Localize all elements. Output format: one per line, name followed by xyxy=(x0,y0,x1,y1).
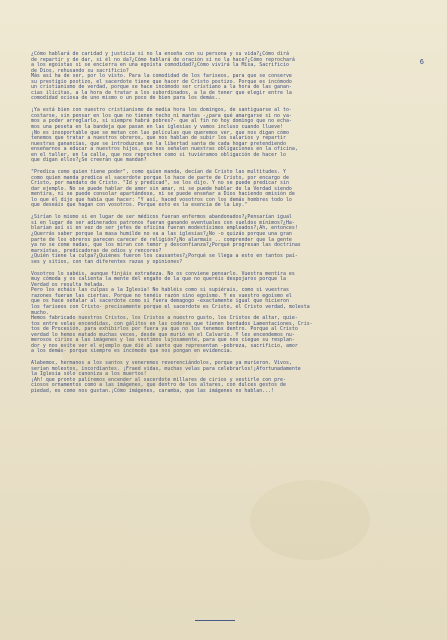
paper-stain xyxy=(60,300,200,390)
paper-stain xyxy=(250,480,370,560)
closing-rule xyxy=(195,620,235,621)
paragraph-2: ¡Ya está bien con nuestro cristianismo de media hora los domingos, de santiguarse al to- costarse, sin pensar en los que no tienen techo ni mantas -¿para qué amargarse si no va- mos a poder arreglarlo, si siempre habrá pobres?- que al fin no hoy domingo que no echa- mos una peseta en la bandeja que pasan en las iglesias y vamos incluso cuando llueve! ¡No es insoportable que se metan con las películas que queremos ver, que nos digan cómo tenemos que tratar a nuestros obreros, que nos hablan de subir los salarios y repartir nuestras ganancias, que se introduzcan en la libertad santa de cada hogar pretendiendo enseñarnos a educar a nuestros hijos, que nos señalen nuestras obligaciones en la oficina, en el taller, en la calle, que nos reprochen como si tuviéramos obligación de hacer lo que digan ellos?¿Se creerán que mandan? xyxy=(31,107,298,164)
paragraph-6: Alabemos, hermanos a los santos y veneremos reverenciándolos, porque ya murieron. Vivos, serían molestos, incordiantes. ¡Fraed vidas, muchas velas para celebrarlos!¡Afortunadamente la Iglesia sólo canoniza a los muertos! ¡Ah! que pronto palíremos encender al sacerdote millares de cirios y vestirle con pre- ciosos ornamentos como a las imágenes, que dentro de los altares, con dulces gestos de piedad, es como nos gustan.¡Cómo imágenes, caramba, que las imágenes no hablan...! xyxy=(31,360,301,395)
page-number: 6 xyxy=(419,58,424,66)
paragraph-3: "Predica como quien tiene poder", como quien manda, decían de Cristo las multitudes. Y como quien manda predica el sacerdote porque lo hace de parte de Cristo, por encargo de Cristo, por mandato de Cristo. "Id y predicad", se los dijo. Y no se puede predicar sin dar ejemplo. No se puede hablar de amor sin amar, ni se puede hablar de la Verdad siendo mentira, ni se puede consolar apartándose, ni se puede enseñar a Dios haciendo omisión de lo que él dijo que había que hacer: "Y así, haced vosotros con los demás hombres todo lo que deseáis que hagan con vosotros. Porque esto es la esencia de la Ley." xyxy=(31,169,295,209)
paragraph-4: ¿Sirían lo mismo si en lugar de ser médicos fueran enfermos abandonados?¿Pensarían igual si en lugar de ser adinerados patronos fueran ganando eventuales con sueldos mínimos?¿Ha- blarían así si en vez de ser jefes de oficina fueran modestísimos empleados?¡Ah, entonces! ¿Querrás saber porque la masa humilde no va a las iglesias?¿No -o quizás porque una gran parte de los obreros parecen carecer de religión?¿No alarmaís .. comprender que la gente ya no se come nadas, que los miran con temor y desconfianza?¿Porqué progresan las doctrinas marxistas, predicadoras de odios y rencores? ¿Quién tiene la culpa?¿Quiénes fueron los causantes?¿Porqué se llega a esto en tantos paí- ses y sitios, con tan diferentes razas y opiniones? xyxy=(31,214,301,265)
paragraph-1: ¿Cómo hablará de caridad y justicia si no la enseña con su persona y su vida?¿Cómo dirá de repartir y de dar, si él no da?¿Cómo hablará de oración si no la hace?¿Cómo reprochará a los egoístas si se encierra en una egoísta comodidad?¿Cómo vivirá la Misa, Sacrificio de Dios, rehusando su sacrificio? Más así ha de ser, por lo visto. Para la comodidad de los fariseos, para que se conserve su prestigio postizo, el sacerdote tiene que hacer de Cristo postizo. Porque es incómodo un cristianismo de verdad, porque se hace incómodo ser cristiano a la hora de las ganan- cias ilícitas, a la hora de tratar a los subordinados, a la de tener que elegir entre la comodidad ociosa de uno mismo o un poco de bien para los demás.. xyxy=(31,51,295,102)
paragraph-5: Vosotros lo sabéis, aunque finjáis extrañeza. No os conviene pensarlo. Vuestra mentira es muy cómoda y os calienta la mente del engaño de la que no queréis despojaros porque la Verdad os resulta helada. Pero los echáis las culpas a la Iglesia! No habléis como si supiérais, como si vuestras razones fueran las ciertas. Porque no tenéis razón sino egoísmo. Y es vuestro egoísmo el que os hace señalar al sacerdote como si fuera demagogo -exactamente igual que hicieron los fariseos con Cristo- precisamente porque el sacerdote es Cristo, el Cristo verdad, molesta mucho. Hemos fabricado nuestros Cristos, los Cristos a nuestro gusto, los Cristos de altar, quie- tos entre velas encendidas, con gálitos en las coderas que tienen bordados Lamentaciones, Cris- tos de Procesión, para exhibirlos por fuera ya que no los tenemos dentro. Porque al Cristo verdad lo hemos matado muchas veces, desde que murió en el Calvario. Y les encendemos nu- merosos cirios a las imágenes y las vestimos lujosamente, para que nos ciegue su resplan- dor y nos evite ver el ejemplo que dió al santo que representan -pobreza, sacrificio, amor a los demás- porque siempre es incómodo que nos pongan en evidencia. xyxy=(31,270,313,355)
